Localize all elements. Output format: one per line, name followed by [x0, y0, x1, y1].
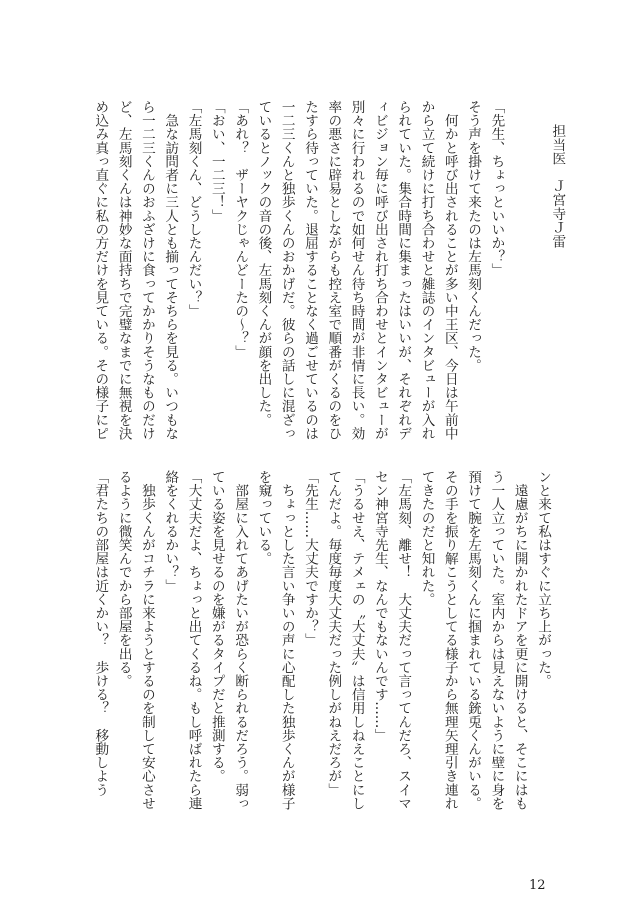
text-column: ど、左馬刻くんは神妙な面持ちで完璧なまでに無視を決	[115, 100, 132, 440]
text-column: 「先生、ちょっといいか？」	[488, 100, 505, 277]
text-column: 率の悪さに辟易としながらも控え室で順番がくるのをひ	[325, 100, 342, 440]
page-number: 12	[529, 878, 546, 893]
text-column: 「うるせえ、テメェの〝大丈夫〟は信用しねえことにし	[348, 470, 365, 810]
text-column: 一二三くんと独歩くんのおかげだ。彼らの話しに混ざっ	[278, 100, 295, 440]
text-column: たすら待っていた。退屈することなく過ごせているのは	[302, 100, 319, 440]
text-column: 「大丈夫だよ、ちょっと出てくるね。もし呼ばれたら連	[185, 470, 202, 810]
text-column: ィビジョン毎に呼び出され打ち合わせとインタビューが	[371, 100, 388, 440]
text-column: から立て続けに打ち合わせと雑誌のインタビューが入れ	[418, 100, 435, 440]
text-column: 「あれ？ ザーヤクじゃんどーたの〜？」	[232, 100, 249, 359]
text-column: 遠慮がちに開かれたドアを更に開けると、そこにはも	[511, 470, 528, 810]
text-column: め込み真っ直ぐに私の方だけを見ている。その様子にピ	[92, 100, 109, 440]
text-column: ら一二三くんのおふざけに食ってかかりそうなものだけ	[138, 100, 155, 440]
text-column: てきたのだと知れた。	[418, 470, 435, 606]
text-column: 独歩くんがコチラに来ようとするのを制して安心させ	[138, 470, 155, 810]
text-column: その手を振り解こうとしてる様子から無理矢理引き連れ	[441, 470, 458, 810]
text-column: 急な訪問者に三人とも揃ってそちらを見る。いつもな	[162, 100, 179, 440]
text-column: 絡をくれるかい？」	[162, 470, 179, 593]
text-column: を窺っている。	[255, 470, 272, 566]
text-column: られていた。集合時間に集まったはいいが、それぞれデ	[395, 100, 412, 440]
text-column: セン神宮寺先生、なんでもないんです……」	[371, 470, 388, 742]
lower-text-block	[88, 470, 554, 815]
upper-text-block	[88, 100, 507, 445]
text-column: う一人立っていた。室内からは見えないように壁に身を	[488, 470, 505, 810]
text-column: 預けて腕を左馬刻くんに掴まれている銃兎くんがいる。	[465, 470, 482, 810]
text-column: ている姿を見せるのを嫌がるタイプだと推測する。	[208, 470, 225, 783]
text-column: そう声を掛けて来たのは左馬刻くんだった。	[465, 100, 482, 372]
text-column: ているとノックの音の後、左馬刻くんが顔を出した。	[255, 100, 272, 427]
chapter-title: 担当医 Ｊ宮寺Ｊ雷	[549, 124, 566, 249]
text-column: 「左馬刻、離せ！ 大丈夫だって言ってんだろ、スイマ	[395, 470, 412, 810]
text-column: ンと来て私はすぐに立ち上がった。	[535, 470, 551, 688]
text-column: 「君たちの部屋は近くかい？ 歩ける？ 移動しよう	[92, 470, 109, 797]
text-column: ちょっとした言い争いの声に心配した独歩くんが様子	[278, 470, 295, 810]
text-column: 別々に行われるので如何せん待ち時間が非情に長い。効	[348, 100, 365, 440]
text-column: 「先生……大丈夫ですか？」	[302, 470, 319, 647]
text-column: 「左馬刻くん、どうしたんだい？」	[185, 100, 202, 318]
text-column: 「おい、一二三！」	[208, 100, 225, 223]
text-column: 何かと呼び出されることが多い中王区、今日は午前中	[441, 100, 458, 440]
text-column: 部屋に入れてあげたいが恐らく断られるだろう。弱っ	[232, 470, 249, 810]
text-column: てんだよ。毎度毎度大丈夫だった例しがねえだろが」	[325, 470, 342, 797]
text-column: るように微笑んでから部屋を出る。	[115, 470, 132, 688]
